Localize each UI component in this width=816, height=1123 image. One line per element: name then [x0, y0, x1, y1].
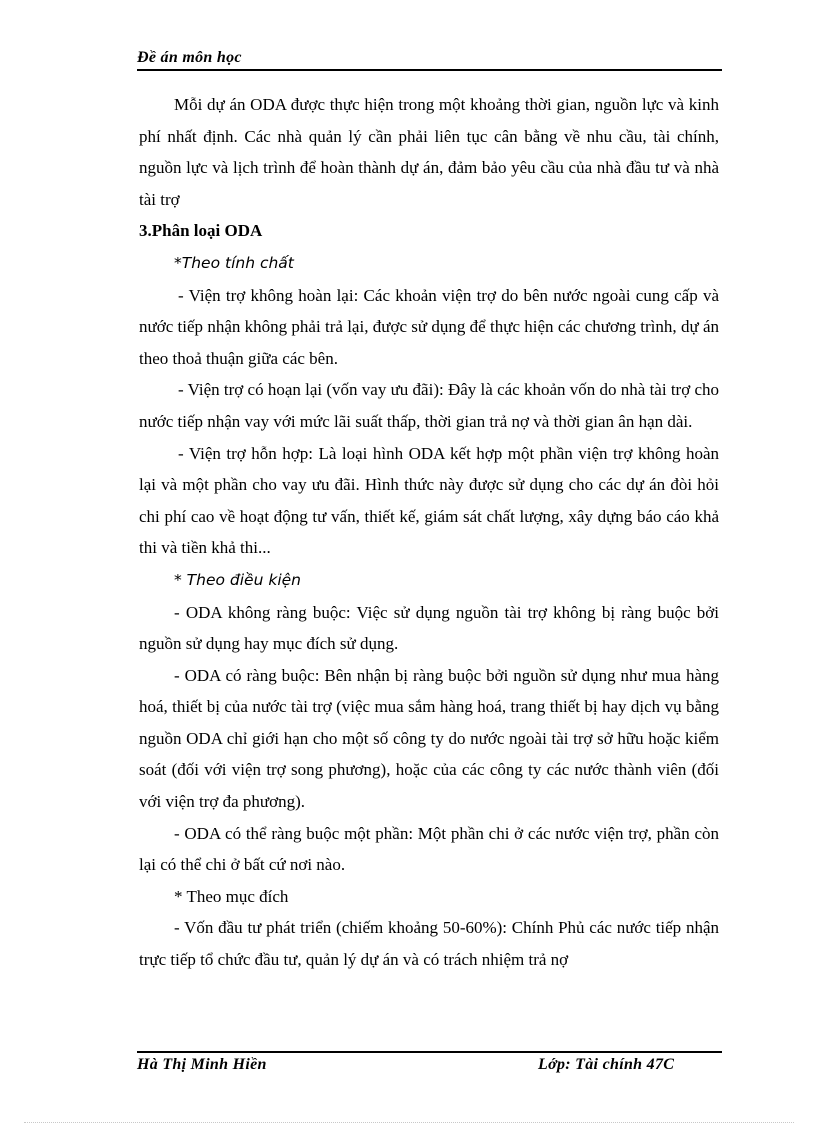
section-heading-oda-classification: 3.Phân loại ODA [139, 221, 263, 241]
paragraph-tied-oda: - ODA có ràng buộc: Bên nhận bị ràng buộc bởi nguồn sử dụng như mua hàng hoá, thiết bị của nước tài trợ (việc mua sắm hàng hoá, trang thiết bị hay dịch vụ bằng nguồn ODA chỉ giới hạn cho một số công ty do nước ngoài tài trợ sở hữu hoặc kiểm soát (đối với viện trợ song phương), hoặc của các công ty các nước thành viên (đối với viện trợ đa phương). [139, 665, 719, 812]
footer-author: Hà Thị Minh Hiền [137, 1056, 267, 1073]
paragraph-refundable-aid: - Viện trợ có hoạn lại (vốn vay ưu đãi): Đây là các khoản vốn do nhà tài trợ cho nước tiếp nhận vay với mức lãi suất thấp, thời gian trả nợ và thời gian ân hạn dài. [139, 380, 719, 431]
header-divider [137, 69, 722, 71]
footer-class: Lớp: Tài chính 47C [538, 1056, 675, 1073]
paragraph-development-investment: - Vốn đầu tư phát triển (chiếm khoảng 50-60%): Chính Phủ các nước tiếp nhận trực tiếp tổ chức đầu tư, quản lý dự án và có trách nhiệm trả nợ [139, 918, 719, 970]
paragraph-non-refundable-aid: - Viện trợ không hoàn lại: Các khoản viện trợ do bên nước ngoài cung cấp và nước tiếp nhận không phải trả lại, được sử dụng để thực hiện các chương trình, dự án theo thoả thuận giữa các bên. [139, 285, 719, 368]
paragraph-oda-project-constraints: Mỗi dự án ODA được thực hiện trong một khoảng thời gian, nguồn lực và kinh phí nhất định. Các nhà quản lý cần phải liên tục cân bằng về nhu cầu, tài chính, nguồn lực và lịch trình để hoàn thành dự án, đảm bảo yêu cầu của nhà đầu tư và nhà tài trợ [139, 95, 719, 209]
subheading-by-nature-text: *Theo tính chất [174, 253, 294, 272]
paragraph-untied-oda: - ODA không ràng buộc: Việc sử dụng nguồn tài trợ không bị ràng buộc bởi nguồn sử dụng hay mục đích sử dụng. [139, 602, 719, 654]
paragraph-partially-tied-oda: - ODA có thể ràng buộc một phần: Một phần chi ở các nước viện trợ, phần còn lại có thể chi ở bất cứ nơi nào. [139, 823, 719, 875]
footer-divider [137, 1051, 722, 1053]
subheading-by-condition-text: * Theo điều kiện [174, 570, 301, 589]
document-header-title: Đề án môn học [137, 49, 242, 66]
subheading-by-condition [139, 564, 719, 597]
subheading-by-purpose: * Theo mục đích [174, 886, 289, 906]
subheading-by-nature [139, 247, 719, 280]
paragraph-mixed-aid: - Viện trợ hỗn hợp: Là loại hình ODA kết hợp một phần viện trợ không hoàn lại và một phần cho vay ưu đãi. Hình thức này được sử dụng cho các dự án đòi hỏi chi phí cao về hoạt động tư vấn, thiết kế, giám sát chất lượng, xây dựng báo cáo khả thi và tiền khả thi... [139, 443, 719, 558]
document-body [139, 89, 719, 976]
